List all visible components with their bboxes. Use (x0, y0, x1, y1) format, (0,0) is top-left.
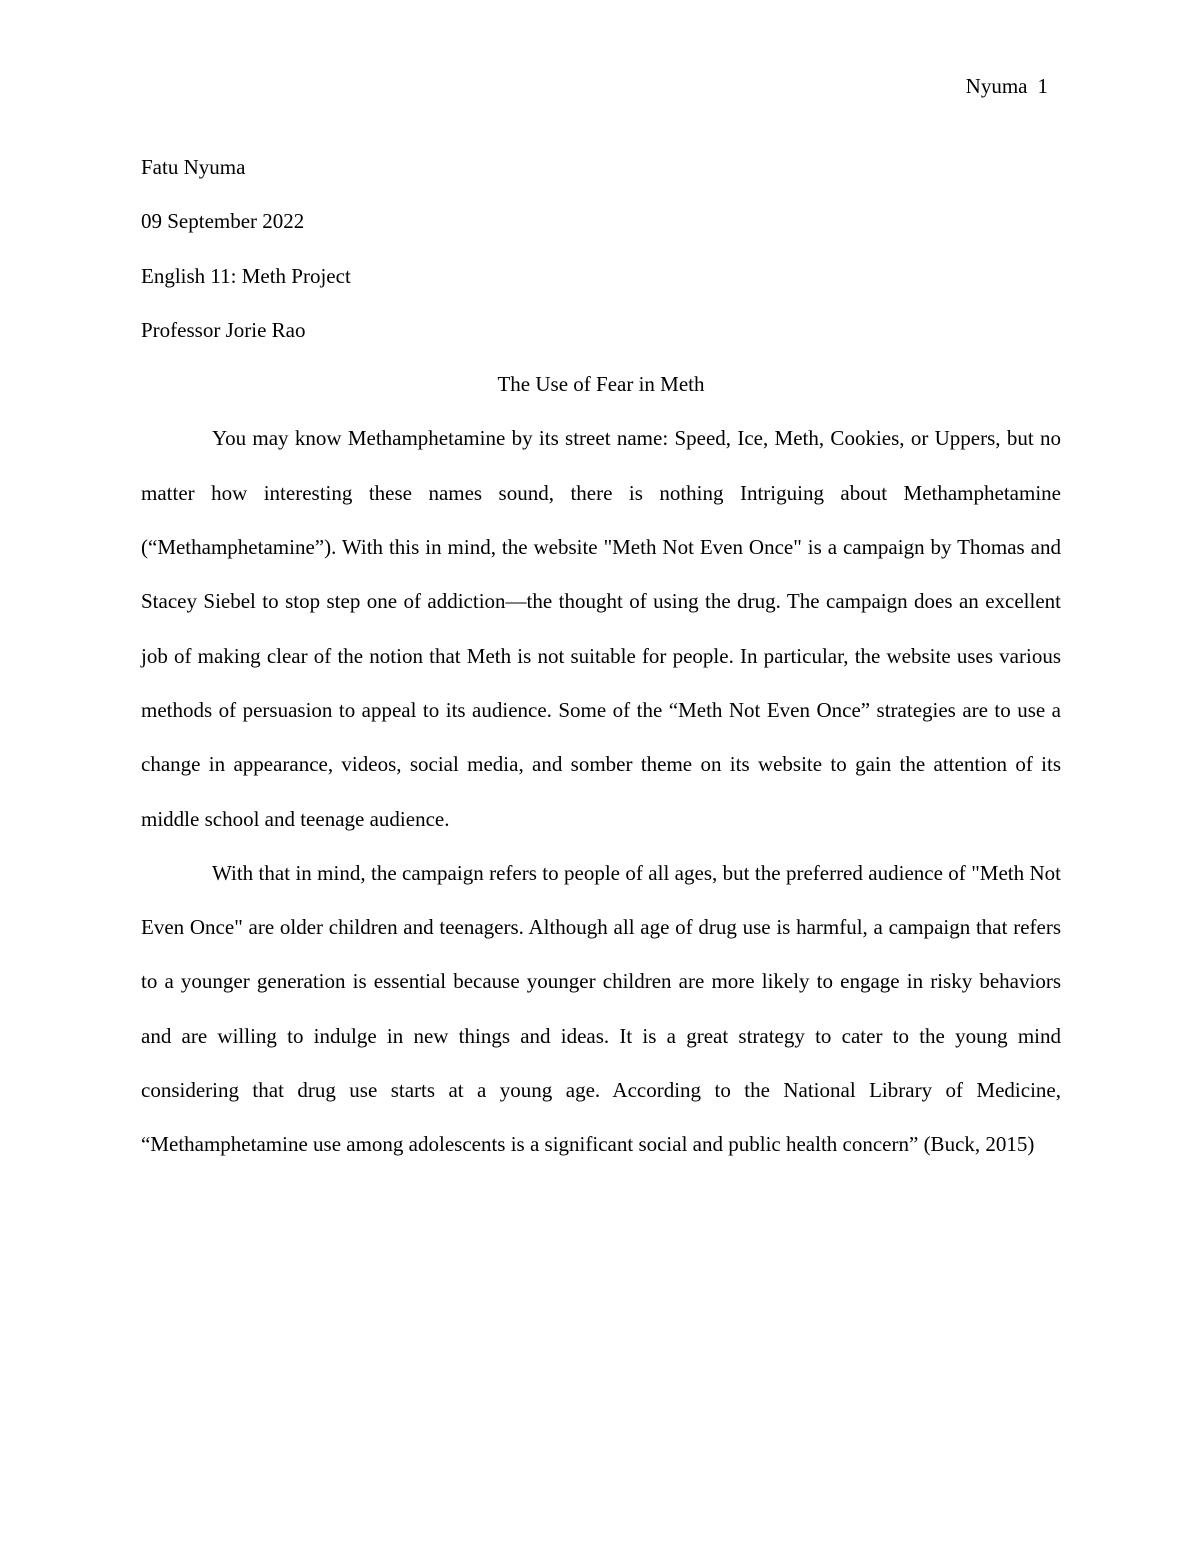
instructor-name: Professor Jorie Rao (141, 317, 306, 342)
course-name: English 11: Meth Project (141, 263, 351, 288)
running-header (966, 72, 1048, 100)
body-paragraph-2: With that in mind, the campaign refers to people of all ages, but the preferred audience of "Meth Not Even Once" are older children and teenagers. Although all age of drug use is harmful, a campaign that refers to a younger generation is essential because younger children are more likely to engage in risky behaviors and are willing to indulge in new things and ideas. It is a great strategy to cater to the young mind considering that drug use starts at a young age. According to the National Library of Medicine, “Methamphetamine use among adolescents is a significant social and public health concern” (Buck, 2015) (141, 860, 1061, 1157)
body-paragraph-1: You may know Methamphetamine by its street name: Speed, Ice, Meth, Cookies, or Uppers, but no matter how interesting these names sound, there is nothing Intriguing about Methamphetamine (“Methamphetamine”). With this in mind, the website "Meth Not Even Once" is a campaign by Thomas and Stacey Siebel to stop step one of addiction—the thought of using the drug. The campaign does an excellent job of making clear of the notion that Meth is not suitable for people. In particular, the website uses various methods of persuasion to appeal to its audience. Some of the “Meth Not Even Once” strategies are to use a change in appearance, videos, social media, and somber theme on its website to gain the attention of its middle school and teenage audience. (141, 426, 1061, 831)
header-surname: Nyuma (965, 74, 1028, 98)
student-name: Fatu Nyuma (141, 155, 246, 179)
essay-title: The Use of Fear in Meth (497, 372, 705, 397)
document-body (141, 140, 1061, 1172)
header-page-number: 1 (1037, 74, 1048, 98)
document-date: 09 September 2022 (141, 209, 305, 234)
